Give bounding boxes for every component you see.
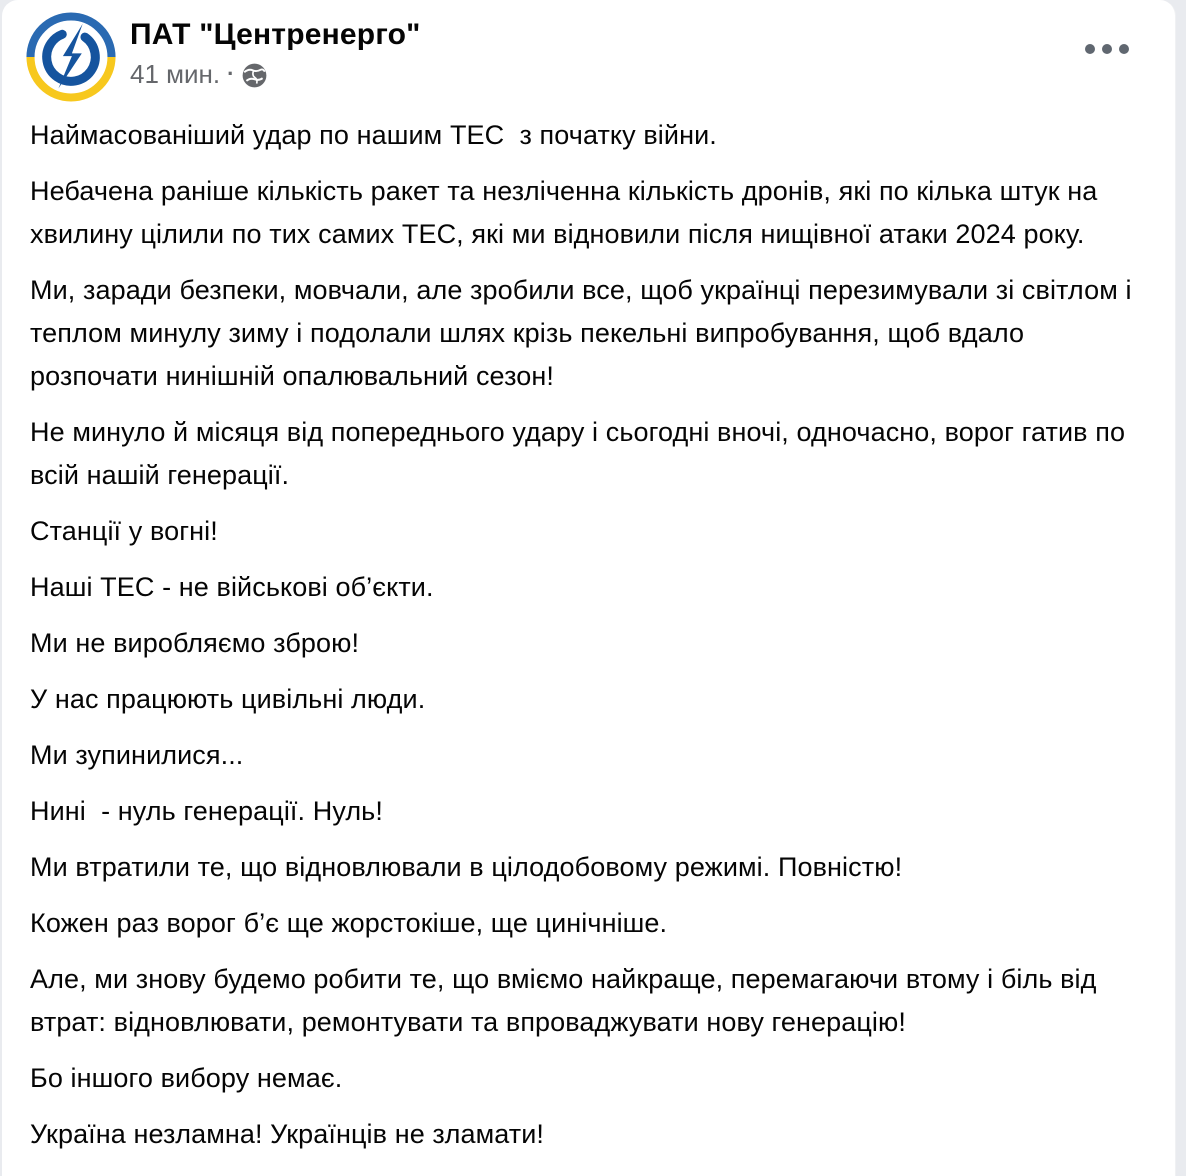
- post-header: [2, 0, 1175, 108]
- meta-separator: ·: [227, 61, 235, 86]
- post-paragraph: Не минуло й місяця від попереднього удару і сьогодні вночі, одночасно, ворог гатив по всій нашій генерації.: [30, 417, 1133, 490]
- post-paragraph: Небачена раніше кількість ракет та незліченна кількість дронів, які по кілька штук на хвилину цілили по тих самих ТЕС, які ми відновили після нищівної атаки 2024 року.: [30, 176, 1106, 249]
- post-paragraph: Нині - нуль генерації. Нуль!: [30, 796, 383, 826]
- more-options-button[interactable]: [1077, 34, 1137, 64]
- post-text: [2, 108, 1175, 1160]
- post-paragraph: Наймасованіший удар по нашим ТЕС з початку війни.: [30, 120, 717, 150]
- post-paragraph: Україна незламна! Українців не зламати!: [30, 1119, 544, 1149]
- post-paragraph: Станції у вогні!: [30, 516, 218, 546]
- page-avatar[interactable]: [26, 12, 116, 102]
- timestamp[interactable]: 41 мин.: [130, 59, 221, 89]
- globe-icon: [241, 62, 268, 89]
- post-paragraph: Ми втратили те, що відновлювали в цілодобовому режимі. Повністю!: [30, 852, 903, 882]
- post-meta: [130, 58, 1077, 90]
- post-paragraph: У нас працюють цивільні люди.: [30, 684, 426, 714]
- header-text: [130, 12, 1077, 90]
- post-paragraph: Ми не виробляємо зброю!: [30, 628, 360, 658]
- three-dots-icon: [1102, 44, 1112, 54]
- three-dots-icon: [1119, 44, 1129, 54]
- post-paragraph: Бо іншого вибору немає.: [30, 1063, 343, 1093]
- three-dots-icon: [1085, 44, 1095, 54]
- post-paragraph: Але, ми знову будемо робити те, що вміємо найкраще, перемагаючи втому і біль від втрат: відновлювати, ремонтувати та впроваджувати нову генерацію!: [30, 964, 1105, 1037]
- page-name[interactable]: ПАТ "Центренерго": [130, 18, 421, 51]
- post-paragraph: Ми, заради безпеки, мовчали, але зробили все, щоб українці перезимували зі світлом і теплом минулу зиму і подолали шлях крізь пекельні випробування, щоб вдало розпочати нинішній опалювальний сезон!: [30, 275, 1140, 391]
- post-paragraph: Наші ТЕС - не військові об’єкти.: [30, 572, 434, 602]
- post-paragraph: Ми зупинилися...: [30, 740, 244, 770]
- post-card: [2, 0, 1176, 1176]
- centrenergo-logo-icon: [26, 12, 116, 102]
- post-paragraph: Кожен раз ворог б’є ще жорстокіше, ще цинічніше.: [30, 908, 668, 938]
